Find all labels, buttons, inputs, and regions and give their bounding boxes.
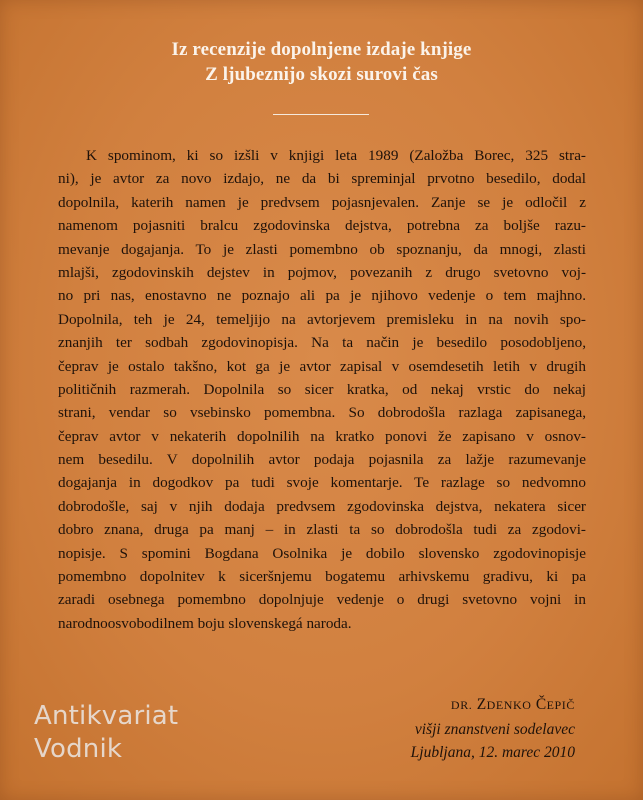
author-first-rest: DENKO [486,698,532,712]
author-last-rest: EPIČ [546,698,575,712]
watermark-line-2: Vodnik [34,734,123,764]
body-line: dobro znana, druga pa manj – in zlasti ta so dobrodošla tudi za zgodovi- [58,521,586,539]
author-last-initial: Č [535,696,547,713]
signature-block [411,693,575,765]
body-line: znanjih ter sodbah zgodovinopisja. Na ta način je besedilo posodobljeno, [58,334,586,352]
heading-line-2: Z ljubeznijo skozi surovi čas [205,64,438,85]
body-line: ni), je avtor za novo izdajo, ne da bi spreminjal prvotno besedilo, dodal [58,170,586,188]
author-first-initial: Z [476,696,487,713]
body-line: nem besedilu. V dopolnilih avtor podaja pojasnila za lažje razumevanje [58,451,586,469]
watermark-line-1: Antikvariat [34,701,179,731]
author-role: višji znanstveni sodelavec [414,720,575,738]
heading-divider [273,114,369,115]
body-line: dogajanja in dogodkov pa tudi svoje komentarje. Te razlage so nedvomno [58,474,586,492]
body-line: dopolnila, katerih namen je predvsem pojasnjevalen. Zanje se je odločil z [58,193,586,211]
body-line: K spominom, ki so izšli v knjigi leta 1989 (Založba Borec, 325 stra- [86,147,586,164]
body-line: zaradi osebnega pomembno dopolnjuje vedenje o drugi svetovno vojni in [58,591,586,609]
body-line: Dopolnila, teh je 24, temeljijo na avtorjevem premisleku in na novih spo- [58,310,586,328]
place-date: Ljubljana, 12. marec 2010 [410,744,575,761]
body-line: mevanje dogajanja. To je zlasti pomembno ob spoznanju, da mnogi, zlasti [58,240,586,258]
body-line: pomembno dopolnitev k siceršnjemu bogatemu arhivskemu gradivu, ki pa [58,568,586,586]
review-body [58,144,586,635]
body-line: čeprav avtor v nekaterih dopolnilih na kratko ponovi že zapisano v osnov- [58,427,586,445]
review-heading [0,37,643,87]
author-name [411,693,575,718]
body-line: namenom pojasniti bralcu zgodovinska dejstva, potrebna za boljše razu- [58,217,586,235]
body-line: čeprav je ostalo takšno, kot ga je avtor zapisal v osemdesetih letih v drugih [58,357,586,375]
body-line: mlajši, zgodovinskih dejstev in pojmov, povezanih z drugo svetovno voj- [58,263,586,281]
watermark [34,700,178,766]
author-title: DR. [450,698,473,712]
body-line: političnih razmerah. Dopolnila so sicer kratka, od nekaj vrstic do nekaj [58,380,586,398]
body-line: dobrodošle, saj v njih dodaja predvsem zgodovinska dejstva, nekatera sicer [58,497,586,515]
body-line: narodnoosvobodilnem boju slovenskegá naroda. [58,614,352,632]
body-line: no pri nas, enostavno ne poznajo ali pa je njihovo vedenje o tem majhno. [58,287,586,305]
heading-line-1: Iz recenzije dopolnjene izdaje knjige [171,39,472,60]
body-line: nopisje. S spomini Bogdana Osolnika je dobilo slovensko zgodovinopisje [58,544,586,562]
body-line: strani, vendar so vsebinsko pomembna. So dobrodošla razlaga zapisanega, [58,404,586,422]
